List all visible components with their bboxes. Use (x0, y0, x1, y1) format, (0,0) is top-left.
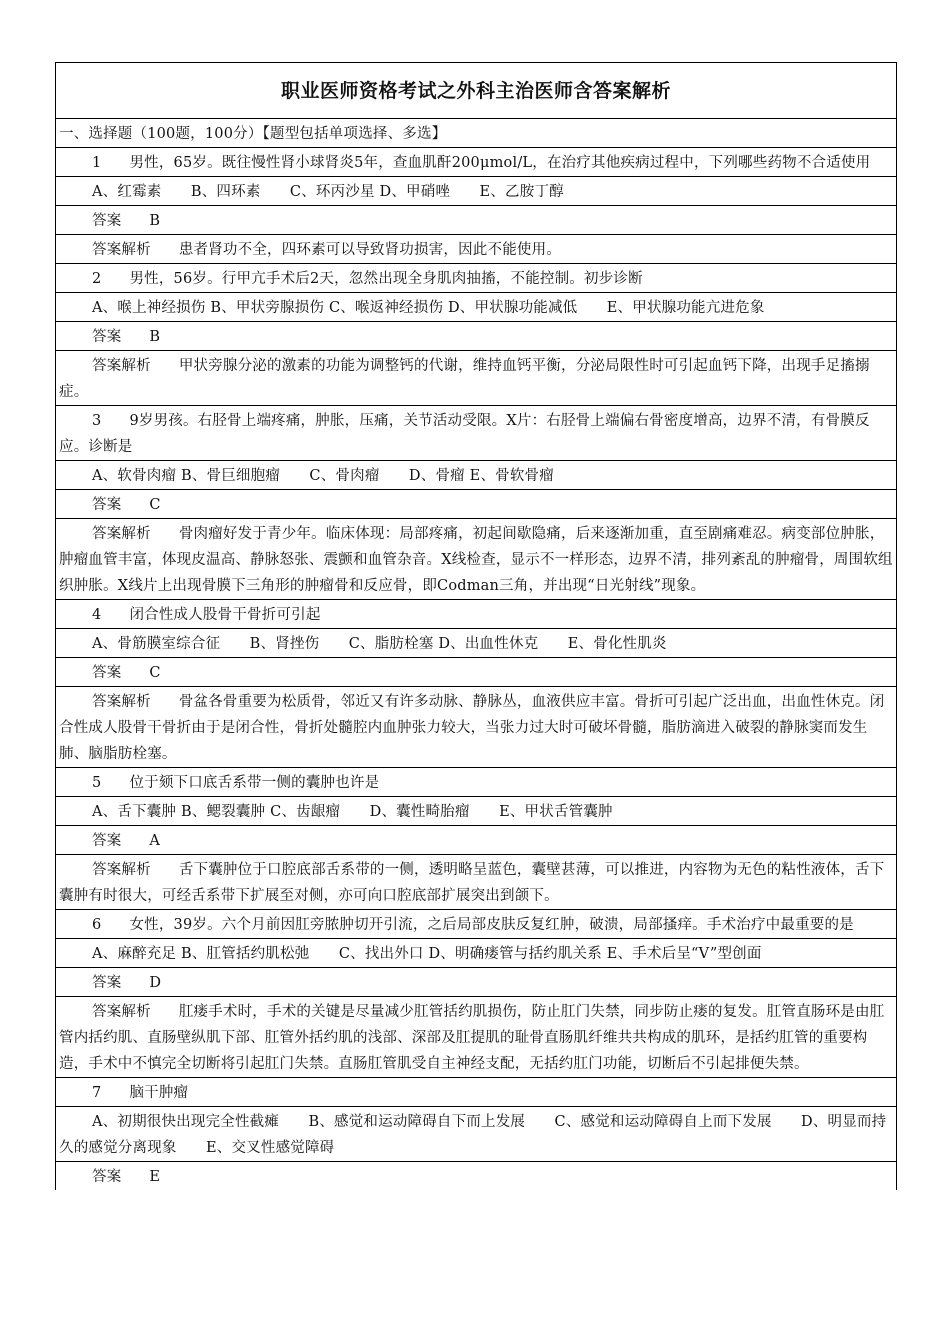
question-options: A、舌下囊肿 B、鳃裂囊肿 C、齿龈瘤 D、囊性畸胎瘤 E、甲状舌管囊肿 (56, 797, 896, 826)
question-stem: 6 女性，39岁。六个月前因肛旁脓肿切开引流，之后局部皮肤反复红肿，破溃，局部搔痒。手术治疗中最重要的是 (56, 910, 896, 939)
document-table (55, 62, 897, 1190)
answer-explanation: 答案解析 舌下囊肿位于口腔底部舌系带的一侧，透明略呈蓝色，囊壁甚薄，可以推进，内容物为无色的粘性液体，舌下囊肿有时很大，可经舌系带下扩展至对侧，亦可向口腔底部扩展突出到颌下。 (56, 855, 896, 910)
answer-explanation: 答案解析 患者肾功不全，四环素可以导致肾功损害，因此不能使用。 (56, 235, 896, 264)
section-heading: 一、选择题（100题，100分）【题型包括单项选择、多选】 (56, 119, 896, 148)
question-options: A、软骨肉瘤 B、骨巨细胞瘤 C、骨肉瘤 D、骨瘤 E、骨软骨瘤 (56, 461, 896, 490)
question-stem: 2 男性，56岁。行甲亢手术后2天，忽然出现全身肌肉抽搐，不能控制。初步诊断 (56, 264, 896, 293)
question-stem: 4 闭合性成人股骨干骨折可引起 (56, 600, 896, 629)
answer-row: 答案 E (92, 1169, 161, 1185)
answer-row: 答案 C (56, 490, 896, 519)
answer-row: 答案 A (56, 826, 896, 855)
answer-row: 答案 C (56, 658, 896, 687)
answer-row: 答案 B (56, 322, 896, 351)
question-stem: 3 9岁男孩。右胫骨上端疼痛，肿胀，压痛，关节活动受限。X片：右胫骨上端偏右骨密度增高，边界不清，有骨膜反应。诊断是 (56, 406, 896, 461)
question-options: A、麻醉充足 B、肛管括约肌松弛 C、找出外口 D、明确瘘管与括约肌关系 E、手术后呈“V”型创面 (56, 939, 896, 968)
question-stem: 5 位于颏下口底舌系带一侧的囊肿也许是 (56, 768, 896, 797)
question-stem: 7 脑干肿瘤 (56, 1078, 896, 1107)
question-options: A、骨筋膜室综合征 B、肾挫伤 C、脂肪栓塞 D、出血性休克 E、骨化性肌炎 (56, 629, 896, 658)
question-options: A、红霉素 B、四环素 C、环丙沙星 D、甲硝唑 E、乙胺丁醇 (56, 177, 896, 206)
question-stem: 1 男性，65岁。既往慢性肾小球肾炎5年，查血肌酐200μmol/L，在治疗其他疾病过程中，下列哪些药物不合适使用 (56, 148, 896, 177)
question-options: A、喉上神经损伤 B、甲状旁腺损伤 C、喉返神经损伤 D、甲状腺功能减低 E、甲状腺功能亢进危象 (56, 293, 896, 322)
page-title: 职业医师资格考试之外科主治医师含答案解析 (56, 63, 896, 119)
question-options: A、初期很快出现完全性截瘫 B、感觉和运动障碍自下而上发展 C、感觉和运动障碍自上而下发展 D、明显而持久的感觉分离现象 E、交叉性感觉障碍 (56, 1107, 896, 1162)
answer-row: 答案 D (56, 968, 896, 997)
answer-row: 答案 B (56, 206, 896, 235)
answer-explanation: 答案解析 骨肉瘤好发于青少年。临床体现：局部疼痛，初起间歇隐痛，后来逐渐加重，直至剧痛难忍。病变部位肿胀，肿瘤血管丰富，体现皮温高、静脉怒张、震颤和血管杂音。X线检查，显示不一样形态，边界不清，排列紊乱的肿瘤骨，周围软组织肿胀。X线片上出现骨膜下三角形的肿瘤骨和反应骨，即Codman三角，并出现“日光射线”现象。 (56, 519, 896, 600)
answer-explanation: 答案解析 甲状旁腺分泌的激素的功能为调整钙的代谢，维持血钙平衡，分泌局限性时可引起血钙下降，出现手足搐搦症。 (56, 351, 896, 406)
answer-explanation: 答案解析 骨盆各骨重要为松质骨，邻近又有许多动脉、静脉丛，血液供应丰富。骨折可引起广泛出血，出血性休克。闭合性成人股骨干骨折由于是闭合性，骨折处髓腔内血肿张力较大，当张力过大时可破坏骨髓，脂肪滴进入破裂的静脉窦而发生肺、脑脂肪栓塞。 (56, 687, 896, 768)
answer-explanation: 答案解析 肛瘘手术时，手术的关键是尽量减少肛管括约肌损伤，防止肛门失禁，同步防止瘘的复发。肛管直肠环是由肛管内括约肌、直肠壁纵肌下部、肛管外括约肌的浅部、深部及肛提肌的耻骨直肠肌纤维共共构成的肌环，是括约肛管的重要构造，手术中不慎完全切断将引起肛门失禁。直肠肛管肌受自主神经支配，无括约肛门功能，切断后不引起排便失禁。 (56, 997, 896, 1078)
